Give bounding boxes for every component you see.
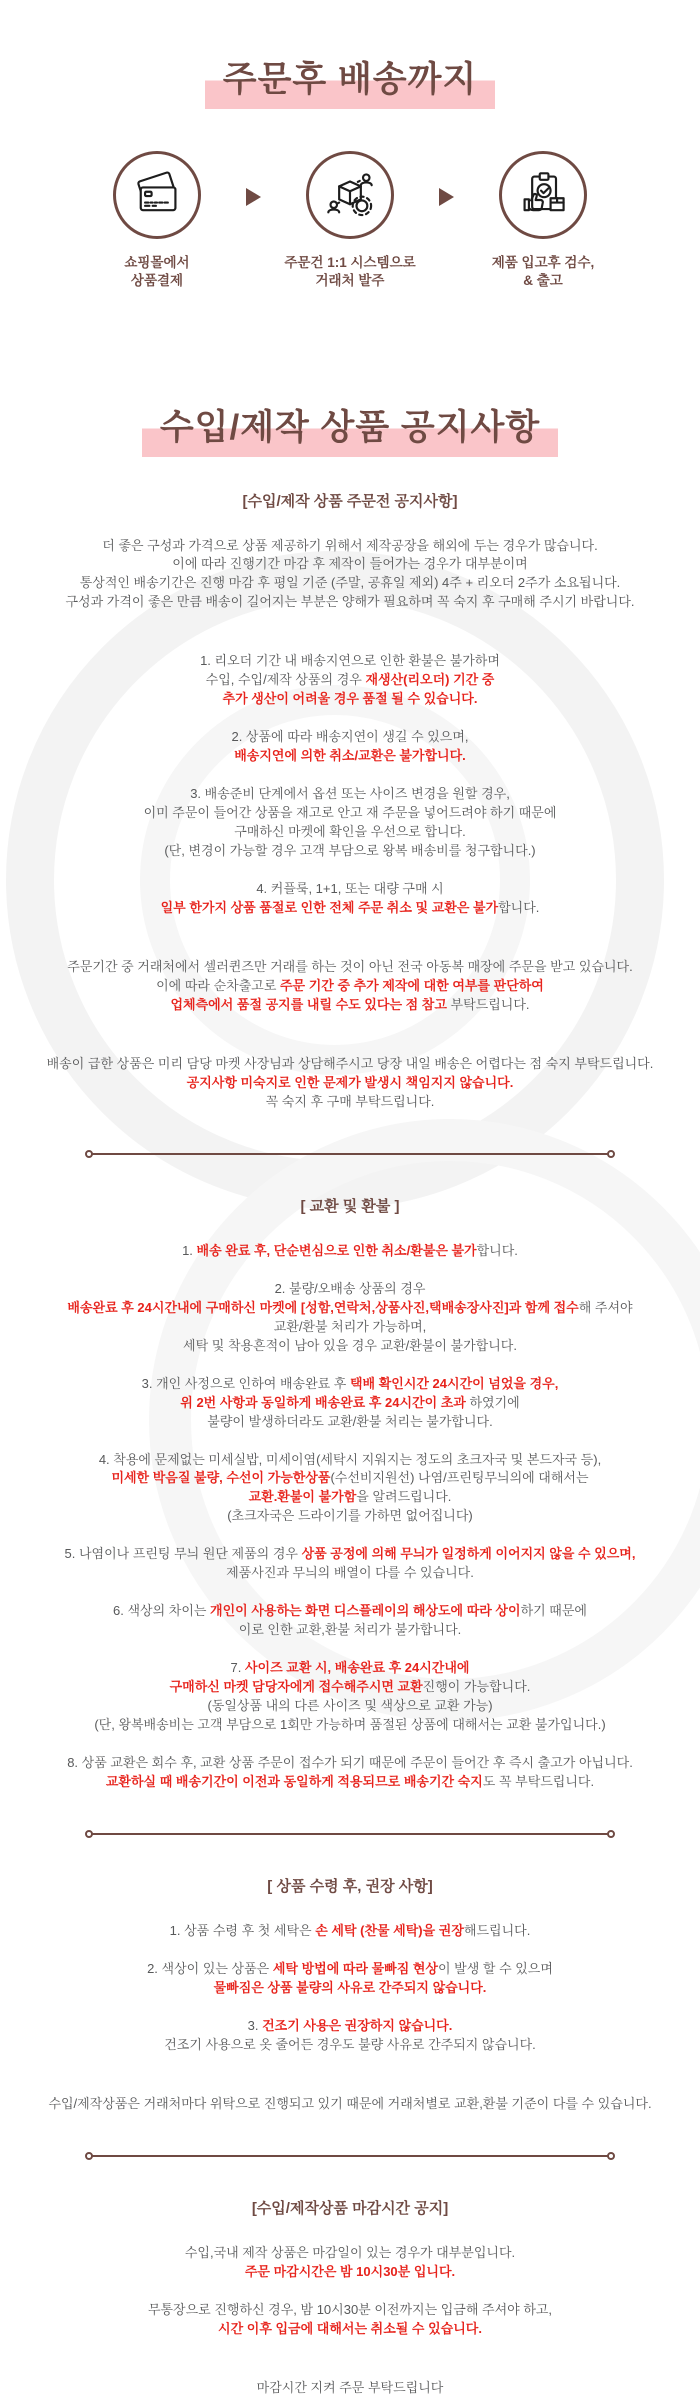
notice-line	[0, 1678, 700, 1697]
notice-line	[0, 1394, 700, 1413]
notice-text: 8. 상품 교환은 회수 후, 교환 상품 주문이 접수가 되기 때문에 주문이 들어간 후 즉시 출고가 아닙니다.	[67, 1755, 633, 1771]
notice-text: 합니다.	[476, 1242, 518, 1258]
notice-text: [수입/제작 상품 주문전 공지사항]	[242, 492, 458, 510]
credit-card-icon	[113, 151, 201, 239]
notice-subheader	[0, 1876, 700, 1898]
notice-text: 을 알려드립니다.	[356, 1489, 452, 1505]
notice-paragraph	[0, 537, 700, 613]
notice-line	[0, 1280, 700, 1299]
notice-text-emphasis: 배송 완료 후, 단순변심으로 인한 취소/환불은 불가	[196, 1242, 477, 1258]
notice-paragraph	[0, 728, 700, 766]
notice-text-emphasis: 건조기 사용은 권장하지 않습니다.	[262, 2017, 453, 2033]
notice-line	[0, 671, 700, 690]
notice-subheader	[0, 491, 700, 513]
notice-line	[0, 1621, 700, 1640]
notice-text: 이미 주문이 들어간 상품을 재고로 안고 재 주문을 넣어드려야 하기 때문에	[143, 805, 557, 821]
notice-text: 무통장으로 진행하신 경우, 밤 10시30분 이전까지는 입금해 주셔야 하고,	[147, 2301, 553, 2317]
notice-text-emphasis: 구매하신 마켓 담당자에게 접수해주시면 교환	[169, 1679, 423, 1695]
notice-line	[0, 1545, 700, 1564]
notice-line	[0, 1960, 700, 1979]
page-title-text: 주문후 배송까지	[205, 50, 495, 109]
step-inspection-shipping	[454, 151, 632, 290]
notice-text: 수입/제작상품은 거래처마다 위탁으로 진행되고 있기 때문에 거래처별로 교환,환불 기준이 다를 수 있습니다.	[48, 2095, 652, 2111]
notice-line	[0, 2301, 700, 2320]
notice-text: 해드립니다.	[463, 1922, 531, 1938]
notice-text: 이에 따라 진행기간 마감 후 제작이 들어가는 경우가 대부분이며	[172, 556, 528, 572]
notice-paragraph	[0, 2379, 700, 2398]
inspection-icon	[499, 151, 587, 239]
notice-line	[0, 1318, 700, 1337]
notice-paragraph	[0, 1375, 700, 1432]
notice-line	[0, 804, 700, 823]
notice-line	[0, 1876, 700, 1898]
notice-line	[0, 2244, 700, 2263]
notice-text: 건조기 사용으로 옷 줄어든 경우도 불량 사유로 간주되지 않습니다.	[164, 2036, 536, 2052]
notice-text: 이 발생 할 수 있으며	[438, 1960, 553, 1976]
notice-title-text: 수입/제작 상품 공지사항	[142, 398, 558, 457]
notice-paragraph	[0, 1545, 700, 1583]
notice-line	[0, 491, 700, 513]
notice-line	[0, 996, 700, 1015]
notice-text: 3. 배송준비 단계에서 옵션 또는 사이즈 변경을 원할 경우,	[190, 786, 510, 802]
notice-text: [ 교환 및 환불 ]	[300, 1197, 400, 1215]
notice-line	[0, 1659, 700, 1678]
notice-line	[0, 842, 700, 861]
notice-line	[0, 728, 700, 747]
step-order-system	[261, 151, 439, 290]
notice-line	[0, 2379, 700, 2398]
notice-line	[0, 2320, 700, 2339]
notice-text: (동일상품 내의 다른 사이즈 및 색상으로 교환 가능)	[207, 1698, 493, 1714]
notice-text: 세탁 및 착용흔적이 남아 있을 경우 교환/환불이 불가합니다.	[183, 1337, 517, 1353]
notice-text-emphasis: 교환.환불이 불가함	[248, 1489, 357, 1505]
step-label-line2: 거래처 발주	[315, 272, 385, 288]
notice-text-emphasis: 시간 이후 입금에 대해서는 취소될 수 있습니다.	[218, 2320, 482, 2336]
notice-line	[0, 1299, 700, 1318]
notice-text: 도 꼭 부탁드립니다.	[482, 1774, 595, 1790]
divider-line	[92, 1833, 608, 1835]
notice-text-emphasis: 주문 기간 중 추가 제작에 대한 여부를 판단하여	[279, 978, 544, 994]
step-label	[261, 254, 439, 290]
notice-paragraph	[0, 1280, 700, 1356]
step-label-line1: 쇼핑몰에서	[124, 255, 190, 270]
notice-line	[0, 1196, 700, 1218]
notice-text: 더 좋은 구성과 가격으로 상품 제공하기 위해서 제작공장을 해외에 두는 경우가 많습니다.	[102, 537, 598, 553]
notice-line	[0, 1242, 700, 1261]
notice-text: 마감시간 지켜 주문 부탁드립니다	[256, 2379, 444, 2395]
notice-paragraph	[0, 1922, 700, 1941]
divider-dot	[607, 2152, 615, 2160]
notice-line	[0, 1375, 700, 1394]
notice-text: 이로 인한 교환,환불 처리가 불가합니다.	[238, 1622, 462, 1638]
notice-line	[0, 2036, 700, 2055]
step-label	[454, 254, 632, 290]
notice-paragraph	[0, 652, 700, 709]
notice-text: 2. 색상이 있는 상품은	[147, 1960, 273, 1976]
notice-line	[0, 1451, 700, 1470]
order-system-icon	[306, 151, 394, 239]
notice-text: 꼭 숙지 후 구매 부탁드립니다.	[265, 1093, 435, 1109]
notice-text: 수입, 수입/제작 상품의 경우	[205, 672, 366, 688]
notice-text: 하기 때문에	[520, 1603, 587, 1619]
notice-text-emphasis: 손 세탁 (찬물 세탁)을 권장	[315, 1922, 464, 1938]
order-flow-steps	[0, 151, 700, 290]
notice-text: (초크자국은 드라이기를 가하면 없어집니다)	[227, 1508, 473, 1524]
notice-text: 5. 나염이나 프린팅 무늬 원단 제품의 경우	[64, 1546, 302, 1562]
notice-line	[0, 1074, 700, 1093]
notice-paragraph	[0, 2017, 700, 2055]
notice-text: 합니다.	[498, 900, 540, 916]
notice-line	[0, 747, 700, 766]
notice-line	[0, 593, 700, 612]
notice-line	[0, 823, 700, 842]
notice-text: 불량이 발생하더라도 교환/환불 처리는 불가합니다.	[207, 1413, 493, 1429]
notice-line	[0, 652, 700, 671]
arrow-right-icon	[246, 188, 261, 206]
section-divider	[85, 2152, 615, 2160]
notice-text-emphasis: 위 2번 사항과 동일하게 배송완료 후 24시간이 초과	[180, 1394, 466, 1410]
notice-text: 교환/환불 처리가 가능하며,	[273, 1318, 427, 1334]
notice-paragraph	[0, 880, 700, 918]
notice-line	[0, 1413, 700, 1432]
notice-paragraph	[0, 1960, 700, 1998]
notice-text: 수입,국내 제작 상품은 마감일이 있는 경우가 대부분입니다.	[184, 2244, 516, 2260]
notice-text: 2. 불량/오배송 상품의 경우	[274, 1280, 426, 1296]
notice-text: 3. 개인 사정으로 인하여 배송완료 후	[141, 1375, 350, 1391]
notice-text: 제품사진과 무늬의 배열이 다를 수 있습니다.	[226, 1565, 474, 1581]
notice-text: 주문기간 중 거래처에서 셀러퀸즈만 거래를 하는 것이 아닌 전국 아동복 매장에 주문을 받고 있습니다.	[67, 959, 633, 975]
notice-text: [ 상품 수령 후, 권장 사항]	[267, 1878, 433, 1896]
notice-text: (단, 변경이 가능할 경우 고객 부담으로 왕복 배송비를 청구합니다.)	[164, 843, 536, 859]
notice-line	[0, 880, 700, 899]
notice-text-emphasis: 주문 마감시간은 밤 10시30분 입니다.	[244, 2263, 456, 2279]
notice-line	[0, 1922, 700, 1941]
notice-paragraph	[0, 1602, 700, 1640]
notice-line	[0, 899, 700, 918]
step-label-line2: 상품결제	[130, 272, 184, 288]
notice-subheader	[0, 2198, 700, 2220]
notice-line	[0, 2198, 700, 2220]
divider-dot	[607, 1150, 615, 1158]
notice-line	[0, 1337, 700, 1356]
notice-paragraph	[0, 2244, 700, 2282]
notice-title	[0, 398, 700, 457]
notice-line	[0, 1488, 700, 1507]
notice-line	[0, 2017, 700, 2036]
notice-text: 2. 상품에 따라 배송지연이 생길 수 있으며,	[231, 729, 469, 745]
notice-text: [수입/제작상품 마감시간 공지]	[251, 2199, 449, 2217]
notice-text-emphasis: 추가 생산이 어려울 경우 품절 될 수 있습니다.	[222, 691, 478, 707]
notice-line	[0, 555, 700, 574]
notice-line	[0, 785, 700, 804]
notice-body	[0, 491, 700, 2398]
notice-text: 7.	[230, 1660, 245, 1676]
notice-text: (수선비지원선) 나염/프린팅무늬의에 대해서는	[330, 1470, 589, 1486]
notice-text-emphasis: 개인이 사용하는 화면 디스플레이의 해상도에 따라 상이	[210, 1603, 521, 1619]
notice-text: 이에 따라 순차출고로	[156, 978, 280, 994]
notice-text-emphasis: 재생산(리오더) 기간 중	[365, 672, 495, 688]
notice-text: 해 주셔야	[578, 1299, 633, 1315]
notice-title-section	[0, 398, 700, 457]
step-label	[68, 254, 246, 290]
notice-line	[0, 1773, 700, 1792]
notice-text: 통상적인 배송기간은 진행 마감 후 평일 기준 (주말, 공휴일 제외) 4주 + 리오더 2주가 소요됩니다.	[79, 575, 621, 591]
notice-line	[0, 1602, 700, 1621]
notice-text: 1.	[182, 1242, 197, 1258]
notice-line	[0, 1055, 700, 1074]
notice-line	[0, 1093, 700, 1112]
notice-text: 구성과 가격이 좋은 만큼 배송이 길어지는 부분은 양해가 필요하며 꼭 숙지 후 구매해 주시기 바랍니다.	[65, 594, 635, 610]
notice-paragraph	[0, 785, 700, 861]
arrow-right-icon	[439, 188, 454, 206]
divider-line	[92, 1153, 608, 1155]
notice-text-emphasis: 물빠짐은 상품 불량의 사유로 간주되지 않습니다.	[213, 1979, 487, 1995]
notice-text-emphasis: 택배 확인시간 24시간이 넘었을 경우,	[349, 1375, 559, 1391]
notice-text: 구매하신 마켓에 확인을 우선으로 합니다.	[234, 824, 466, 840]
notice-line	[0, 1716, 700, 1735]
notice-paragraph	[0, 1659, 700, 1735]
notice-text: 4. 커플룩, 1+1, 또는 대량 구매 시	[256, 881, 444, 897]
notice-text: 하였기에	[465, 1394, 520, 1410]
notice-text-emphasis: 배송지연에 의한 취소/교환은 불가합니다.	[234, 748, 466, 764]
notice-line	[0, 1507, 700, 1526]
step-label-line1: 주문건 1:1 시스템으로	[284, 255, 416, 270]
notice-line	[0, 1979, 700, 1998]
notice-paragraph	[0, 2301, 700, 2339]
notice-text-emphasis: 배송완료 후 24시간내에 구매하신 마켓에 [성함,연락처,상품사진,택배송장사진]과 함께 접수	[67, 1299, 579, 1315]
notice-line	[0, 2263, 700, 2282]
notice-paragraph	[0, 2095, 700, 2114]
page-title	[0, 50, 700, 109]
divider-dot	[607, 1830, 615, 1838]
notice-line	[0, 1564, 700, 1583]
step-shop-payment	[68, 151, 246, 290]
notice-text-emphasis: 공지사항 미숙지로 인한 문제가 발생시 책임지지 않습니다.	[186, 1074, 514, 1090]
notice-line	[0, 1754, 700, 1773]
notice-text-emphasis: 교환하실 때 배송기간이 이전과 동일하게 적용되므로 배송기간 숙지	[105, 1774, 483, 1790]
notice-text: 진행이 가능합니다.	[422, 1679, 531, 1695]
notice-text-emphasis: 미세한 박음질 불량, 수선이 가능한상품	[111, 1470, 331, 1486]
notice-line	[0, 690, 700, 709]
notice-text: 배송이 급한 상품은 미리 담당 마켓 사장님과 상담해주시고 당장 내일 배송은 어렵다는 점 숙지 부탁드립니다.	[46, 1055, 654, 1071]
notice-text-emphasis: 업체측에서 품절 공지를 내릴 수도 있다는 점 참고	[170, 996, 447, 1012]
notice-text: 3.	[247, 2017, 263, 2033]
notice-text: 4. 착용에 문제없는 미세실밥, 미세이염(세탁시 지워지는 정도의 초크자국 및 본드자국 등),	[98, 1451, 602, 1467]
notice-paragraph	[0, 958, 700, 1015]
notice-subheader	[0, 1196, 700, 1218]
notice-line	[0, 977, 700, 996]
notice-paragraph	[0, 1242, 700, 1261]
divider-line	[92, 2155, 608, 2157]
notice-paragraph	[0, 1055, 700, 1112]
notice-line	[0, 1697, 700, 1716]
notice-text: 1. 리오더 기간 내 배송지연으로 인한 환불은 불가하며	[200, 653, 500, 669]
notice-text-emphasis: 사이즈 교환 시, 배송완료 후 24시간내에	[244, 1660, 470, 1676]
notice-line	[0, 958, 700, 977]
notice-text: 6. 색상의 차이는	[113, 1603, 211, 1619]
section-divider	[85, 1150, 615, 1158]
notice-line	[0, 2095, 700, 2114]
section-divider	[85, 1830, 615, 1838]
notice-text: (단, 왕복배송비는 고객 부담으로 1회만 가능하며 품절된 상품에 대해서는 교환 불가입니다.)	[94, 1717, 606, 1733]
notice-line	[0, 1469, 700, 1488]
notice-line	[0, 574, 700, 593]
notice-line	[0, 537, 700, 556]
notice-text-emphasis: 일부 한가지 상품 품절로 인한 전체 주문 취소 및 교환은 불가	[160, 900, 499, 916]
step-label-line1: 제품 입고후 검수,	[491, 255, 595, 270]
notice-text: 부탁드립니다.	[446, 996, 530, 1012]
notice-text-emphasis: 상품 공정에 의해 무늬가 일정하게 이어지지 않을 수 있으며,	[301, 1546, 636, 1562]
notice-paragraph	[0, 1451, 700, 1527]
step-label-line2: & 출고	[523, 272, 563, 288]
notice-text-emphasis: 세탁 방법에 따라 물빠짐 현상	[272, 1960, 438, 1976]
notice-paragraph	[0, 1754, 700, 1792]
notice-text: 1. 상품 수령 후 첫 세탁은	[169, 1922, 316, 1938]
